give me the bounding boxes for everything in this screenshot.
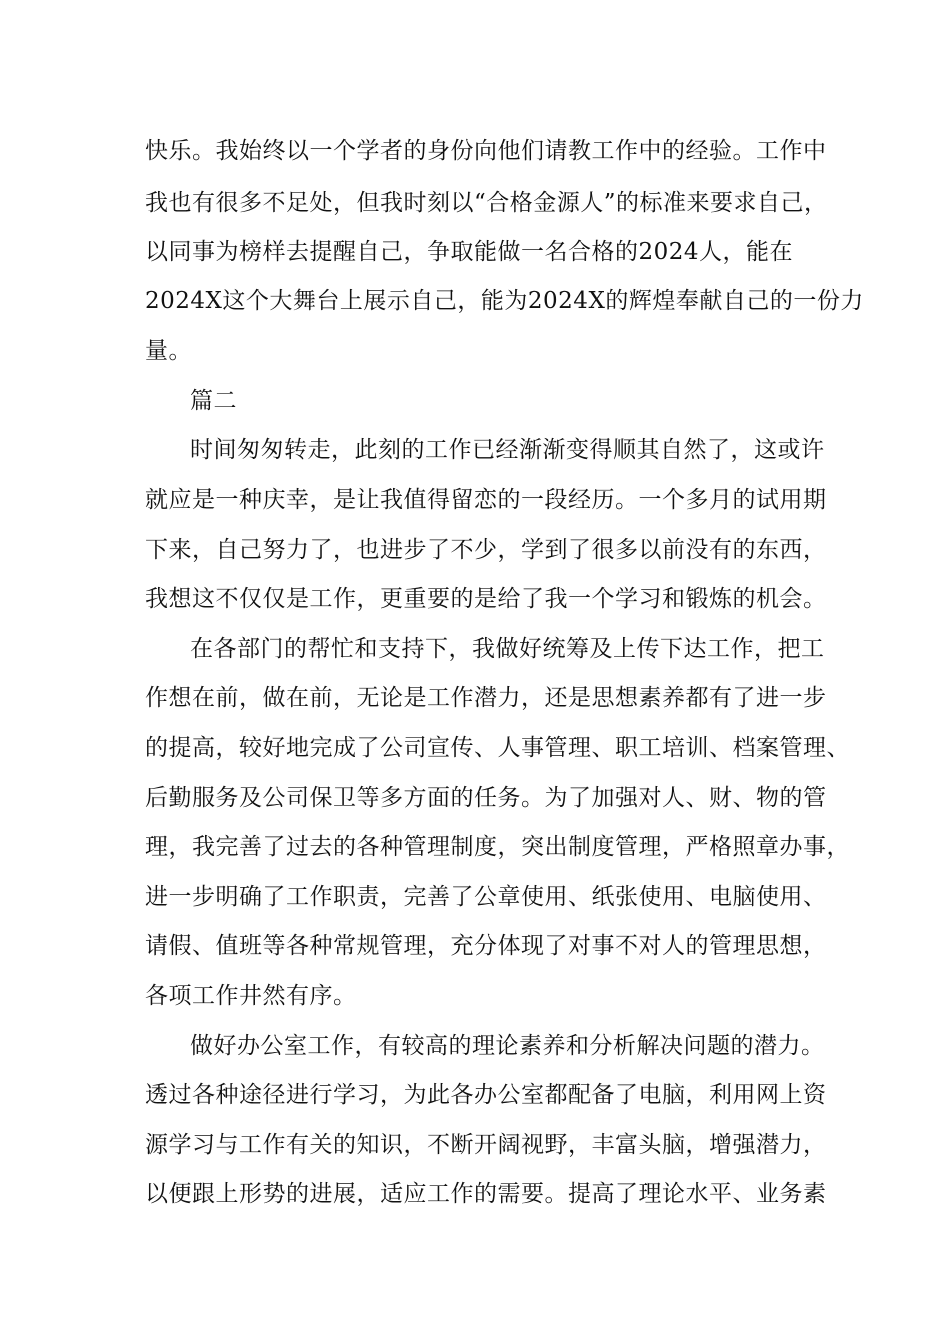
text-line: 作想在前，做在前，无论是工作潜力，还是思想素养都有了进一步: [145, 685, 827, 711]
text-line: 进一步明确了工作职责，完善了公章使用、纸张使用、电脑使用、: [145, 884, 827, 910]
text-line: 快乐。我始终以一个学者的身份向他们请教工作中的经验。工作中: [145, 138, 827, 164]
text-line: 以便跟上形势的进展，适应工作的需要。提高了理论水平、业务素: [145, 1181, 827, 1207]
section-heading: 篇二: [190, 388, 237, 414]
text-line: 后勤服务及公司保卫等多方面的任务。为了加强对人、财、物的管: [145, 785, 827, 811]
text-line: 下来，自己努力了，也进步了不少，学到了很多以前没有的东西，: [145, 537, 827, 563]
text-line: 我想这不仅仅是工作，更重要的是给了我一个学习和锻炼的机会。: [145, 586, 827, 612]
text-line: 理，我完善了过去的各种管理制度，突出制度管理，严格照章办事，: [145, 834, 850, 860]
text-line: 我也有很多不足处，但我时刻以“合格金源人”的标准来要求自己，: [145, 190, 828, 216]
text-line: 透过各种途径进行学习，为此各办公室都配备了电脑，利用网上资: [145, 1082, 827, 1108]
text-line: 请假、值班等各种常规管理，充分体现了对事不对人的管理思想，: [145, 933, 827, 959]
text-line: 就应是一种庆幸，是让我值得留恋的一段经历。一个多月的试用期: [145, 487, 827, 513]
text-line: 源学习与工作有关的知识，不断开阔视野，丰富头脑，增强潜力，: [145, 1132, 827, 1158]
text-line: 2024X这个大舞台上展示自己，能为2024X的辉煌奉献自己的一份力: [145, 288, 864, 314]
text-line: 各项工作井然有序。: [145, 983, 357, 1009]
text-line: 量。: [145, 338, 192, 364]
text-line: 在各部门的帮忙和支持下，我做好统筹及上传下达工作，把工: [190, 636, 825, 662]
text-line: 做好办公室工作，有较高的理论素养和分析解决问题的潜力。: [190, 1033, 825, 1059]
text-line: 的提高，较好地完成了公司宣传、人事管理、职工培训、档案管理、: [145, 735, 850, 761]
text-line: 以同事为榜样去提醒自己，争取能做一名合格的2024人，能在: [145, 239, 794, 265]
text-line: 时间匆匆转走，此刻的工作已经渐渐变得顺其自然了，这或许: [190, 437, 825, 463]
